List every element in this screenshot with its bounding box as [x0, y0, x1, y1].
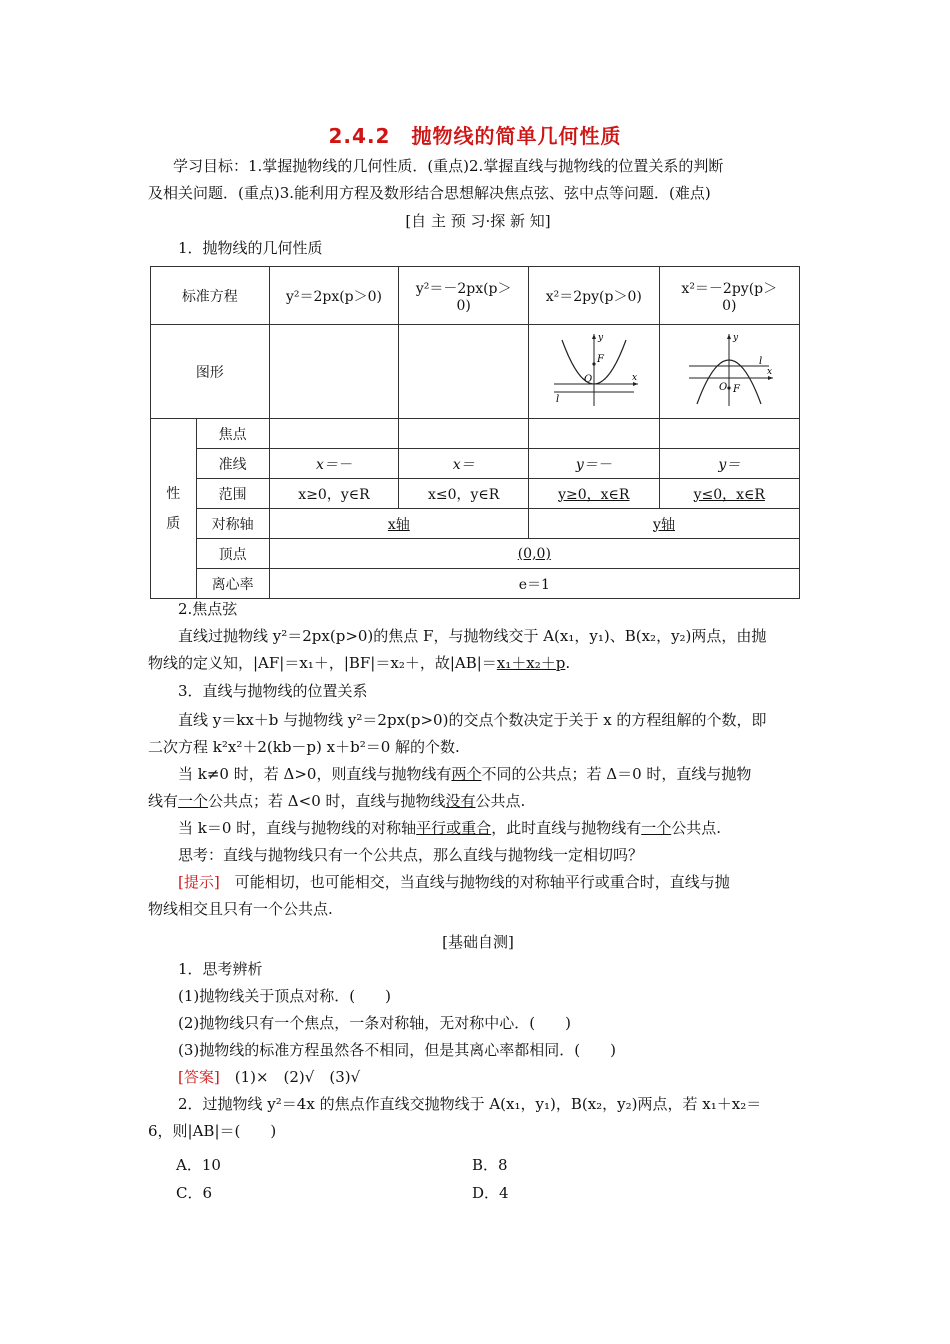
section-header-preview: [自 主 预 习·探 新 知] [405, 212, 551, 230]
think-answer-2: 物线相交且只有一个公共点. [148, 900, 333, 918]
focus-1 [269, 419, 399, 449]
focus-2 [399, 419, 529, 449]
graph-origin-label: O [583, 373, 592, 385]
s3-line-5c: ，此时直线与抛物线有 [491, 819, 642, 837]
goals-line-1: 学习目标：1.掌握抛物线的几何性质．(重点)2.掌握直线与抛物线的位置关系的判断 [173, 157, 724, 175]
learning-goals [148, 153, 813, 207]
row-vertex-label: 顶点 [196, 539, 269, 569]
eq-right-text: y²＝2px(p＞0) [285, 288, 383, 305]
range-3: y≥0，x∈R [529, 479, 660, 509]
eq-left-text-2: 0) [456, 297, 471, 314]
graph-cell-2 [399, 325, 529, 419]
eq-down-text-2: 0) [722, 297, 737, 314]
axis-y: y轴 [529, 509, 800, 539]
think-answer-1-text: 可能相切，也可能相交，当直线与抛物线的对称轴平行或重合时，直线与抛 [219, 873, 730, 891]
graph2-x-label: x [767, 366, 773, 377]
graph2-origin-label: O [719, 381, 728, 393]
row-directrix-label: 准线 [196, 449, 269, 479]
q1-answer [148, 1064, 813, 1091]
range-4: y≤0，x∈R [659, 479, 799, 509]
directrix-4 [659, 449, 799, 479]
properties-table [150, 266, 800, 599]
option-d: D．4 [472, 1184, 509, 1202]
graph2-focus-label: F [733, 383, 741, 395]
range-1: x≥0，y∈R [269, 479, 399, 509]
s3-line-4a: 线有 [148, 792, 179, 810]
s2-line-1: 直线过抛物线 y²＝2px(p>0)的焦点 F，与抛物线交于 A(x₁，y₁)、B(x₂，y₂)两点，由抛 [178, 627, 767, 645]
range-2: x≤0，y∈R [399, 479, 529, 509]
directrix-4-text: y＝ [718, 456, 741, 473]
directrix-2-text: x＝ [452, 456, 475, 473]
option-b: B．8 [472, 1156, 508, 1174]
s3-line-5a: 当 k＝0 时，直线与抛物线的对称轴 [178, 819, 417, 837]
header-properties [151, 419, 197, 599]
directrix-3-text: y＝－ [575, 456, 612, 473]
focus-4 [659, 419, 799, 449]
eq-right [269, 267, 399, 325]
vertex-value: (0,0) [269, 539, 799, 569]
section-2-heading: 2.焦点弦 [178, 600, 238, 618]
q2-line-2: 6，则|AB|＝( ) [148, 1122, 277, 1140]
graph-directrix-label: l [555, 393, 559, 405]
basic-selftest-body [148, 956, 813, 1145]
graph-y-label: y [597, 332, 603, 343]
q1-item-1: (1)抛物线关于顶点对称．( ) [178, 987, 391, 1005]
eq-down [659, 267, 799, 325]
header-standard-equation: 标准方程 [151, 267, 270, 325]
section-2-body [148, 623, 813, 677]
answer-tag: [答案] [178, 1068, 220, 1086]
axis-x: x轴 [269, 509, 528, 539]
directrix-2 [399, 449, 529, 479]
think-question: 思考：直线与抛物线只有一个公共点，那么直线与抛物线一定相切吗？ [178, 846, 644, 864]
s3-line-4d: 没有 [445, 792, 476, 810]
s2-line-2b: x₁＋x₂＋p [496, 654, 566, 672]
think-answer-1 [148, 869, 813, 896]
s3-line-5e: 公共点. [671, 819, 721, 837]
basic-selftest-header: [基础自测] [442, 933, 514, 951]
directrix-1 [269, 449, 399, 479]
hint-tag: [提示] [178, 873, 220, 891]
header-graph: 图形 [151, 325, 270, 419]
row-axis-label: 对称轴 [196, 509, 269, 539]
eq-left [399, 267, 529, 325]
header-properties-2: 质 [166, 515, 181, 532]
s3-line-3 [148, 761, 813, 788]
s3-line-5b: 平行或重合 [416, 819, 492, 837]
parabola-up-graph [544, 330, 644, 410]
s2-line-2c: . [565, 654, 571, 672]
goals-line-2: 及相关问题．(重点)3.能利用方程及数形结合思想解决焦点弦、弦中点等问题．(难点) [148, 184, 711, 202]
graph-x-label: x [631, 372, 637, 383]
s3-line-4c: 公共点；若 Δ<0 时，直线与抛物线 [208, 792, 446, 810]
eccentricity-value: e＝1 [269, 569, 799, 599]
s3-line-1: 直线 y＝kx＋b 与抛物线 y²＝2px(p>0)的交点个数决定于关于 x 的方程组解的个数，即 [178, 711, 767, 729]
s3-line-3b: 两个 [451, 765, 482, 783]
option-a: A．10 [176, 1156, 221, 1174]
option-c: C．6 [176, 1184, 213, 1202]
s3-line-3c: 不同的公共点；若 Δ＝0 时，直线与抛物 [481, 765, 752, 783]
q1-answer-text: (1)× (2)√ (3)√ [219, 1068, 361, 1086]
eq-left-text-1: y²＝－2px(p＞ [415, 280, 512, 297]
directrix-3 [529, 449, 660, 479]
graph2-y-label: y [733, 332, 739, 343]
graph2-directrix-label: l [759, 355, 763, 367]
graph-cell-4 [659, 325, 799, 419]
row-range-label: 范围 [196, 479, 269, 509]
row-focus-label: 焦点 [196, 419, 269, 449]
section-1-heading: 1．抛物线的几何性质 [178, 239, 323, 257]
row-eccentricity-label: 离心率 [196, 569, 269, 599]
focus-3 [529, 419, 660, 449]
s2-line-2a: 物线的定义知，|AF|＝x₁＋，|BF|＝x₂＋，故|AB|＝ [148, 654, 497, 672]
graph-cell-1 [269, 325, 399, 419]
s3-line-5 [148, 815, 813, 842]
eq-up-text: x²＝2py(p＞0) [545, 288, 642, 305]
s3-line-5d: 一个 [641, 819, 672, 837]
s3-line-4b: 一个 [178, 792, 209, 810]
q1-item-3: (3)抛物线的标准方程虽然各不相同，但是其离心率都相同．( ) [178, 1041, 616, 1059]
parabola-down-graph [679, 330, 779, 410]
page-title: 2.4.2 抛物线的简单几何性质 [328, 124, 622, 148]
q2-line-1: 2．过抛物线 y²＝4x 的焦点作直线交抛物线于 A(x₁，y₁)，B(x₂，y₂)两点，若 x₁＋x₂＝ [178, 1095, 762, 1113]
graph-focus-label: F [596, 353, 604, 365]
s2-line-2 [148, 650, 813, 677]
header-properties-1: 性 [166, 485, 181, 502]
s3-line-4e: 公共点. [475, 792, 526, 810]
section-3-heading: 3．直线与抛物线的位置关系 [178, 682, 368, 700]
eq-up [529, 267, 660, 325]
s3-line-4 [148, 788, 813, 815]
graph-cell-3 [529, 325, 660, 419]
q1-item-2: (2)抛物线只有一个焦点，一条对称轴，无对称中心．( ) [178, 1014, 571, 1032]
q1-heading: 1．思考辨析 [178, 960, 263, 978]
s3-line-3a: 当 k≠0 时，若 Δ>0，则直线与抛物线有 [178, 765, 452, 783]
directrix-1-text: x＝－ [316, 456, 352, 473]
section-3-body [148, 707, 813, 923]
eq-down-text-1: x²＝－2py(p＞ [681, 280, 778, 297]
s3-line-2: 二次方程 k²x²＋2(kb－p) x＋b²＝0 解的个数. [148, 738, 460, 756]
